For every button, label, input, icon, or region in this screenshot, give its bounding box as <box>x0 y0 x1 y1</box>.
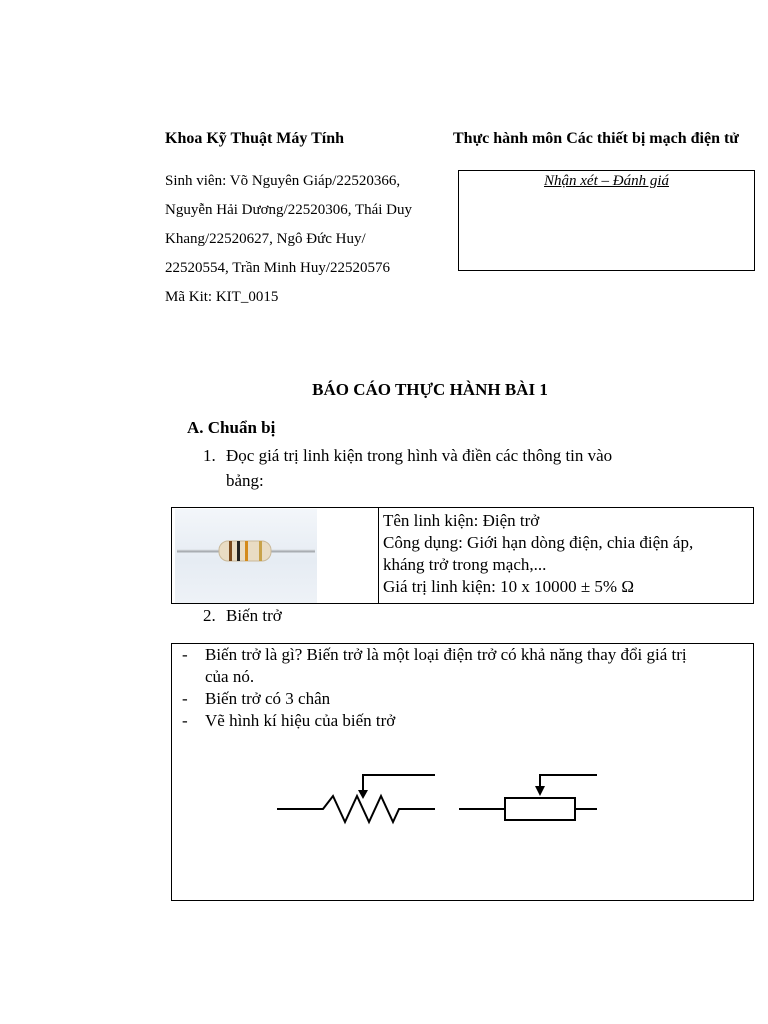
item-text: bảng: <box>226 471 264 490</box>
list-text: Biến trở có 3 chân <box>205 689 331 708</box>
component-name: Tên linh kiện: Điện trở <box>383 511 540 530</box>
resistor-photo <box>175 509 317 603</box>
table-divider <box>378 508 379 603</box>
student-line: Khang/22520627, Ngô Đức Huy/ <box>165 231 366 247</box>
component-usage: kháng trở trong mạch,... <box>383 555 547 574</box>
student-line: Nguyễn Hải Dương/22520306, Thái Duy <box>165 202 413 218</box>
evaluation-title: Nhận xét – Đánh giá <box>544 173 669 189</box>
item-text: Biến trở <box>226 606 282 625</box>
section-heading: A. Chuẩn bị <box>187 418 276 437</box>
variable-resistor-list <box>182 644 747 732</box>
dash: - <box>182 711 188 730</box>
faculty-name: Khoa Kỹ Thuật Máy Tính <box>165 130 345 147</box>
evaluation-box <box>458 170 755 271</box>
course-name: Thực hành môn Các thiết bị mạch điện tử <box>453 130 739 147</box>
list-text: Vẽ hình kí hiệu của biến trở <box>205 711 396 730</box>
list-text-line: của nó. <box>205 667 255 686</box>
student-line: Sinh viên: Võ Nguyên Giáp/22520366, <box>165 173 401 189</box>
list-text <box>205 644 687 688</box>
component-table <box>171 507 754 604</box>
variable-resistor-box <box>171 643 754 901</box>
student-line: 22520554, Trần Minh Huy/22520576 <box>165 260 391 276</box>
component-usage: Công dụng: Giới hạn dòng điện, chia điện áp, <box>383 533 694 552</box>
item-number: 2. <box>203 606 216 625</box>
potentiometer-symbol-box <box>459 775 597 820</box>
potentiometer-symbol-zigzag <box>277 775 435 822</box>
kit-code: Mã Kit: KIT_0015 <box>165 289 279 305</box>
component-value: Giá trị linh kiện: 10 x 10000 ± 5% Ω <box>383 577 634 596</box>
component-details <box>383 510 748 598</box>
dash: - <box>182 689 188 708</box>
student-info <box>165 167 450 312</box>
list-item <box>182 644 747 688</box>
item-number: 1. <box>203 446 216 465</box>
list-text-line: Biến trở là gì? Biến trở là một loại điện trở có khả năng thay đổi giá trị <box>205 645 687 664</box>
list-item <box>182 710 747 732</box>
item-text: Đọc giá trị linh kiện trong hình và điền các thông tin vào <box>226 446 613 465</box>
list-item <box>182 688 747 710</box>
dash: - <box>182 645 188 664</box>
report-title: BÁO CÁO THỰC HÀNH BÀI 1 <box>312 380 548 399</box>
potentiometer-symbols <box>275 769 600 829</box>
